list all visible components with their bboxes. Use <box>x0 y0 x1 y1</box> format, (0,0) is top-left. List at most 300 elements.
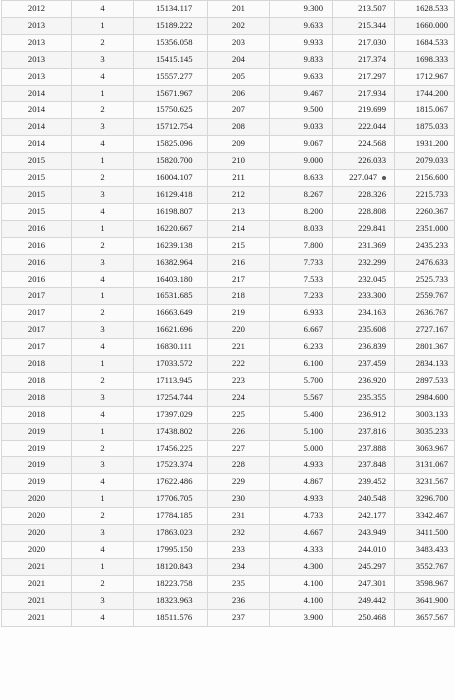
value-cell <box>134 17 208 34</box>
period-cell <box>208 170 270 187</box>
cell-text: 18223.758 <box>156 577 193 588</box>
value-cell <box>134 288 208 305</box>
value-cell <box>134 609 208 626</box>
period-cell <box>208 220 270 237</box>
year-cell <box>2 592 72 609</box>
cell-text: 4 <box>100 138 105 149</box>
cell-text: 18323.963 <box>156 594 193 605</box>
cell-text: 16198.807 <box>156 205 193 216</box>
cell-text: 2 <box>100 510 105 521</box>
amount-cell <box>395 305 455 322</box>
cell-text: 2834.133 <box>415 358 448 369</box>
cell-text: 7.800 <box>303 239 323 250</box>
index-cell <box>333 322 395 339</box>
rate-cell <box>270 220 333 237</box>
year-cell <box>2 102 72 119</box>
value-cell <box>134 203 208 220</box>
index-cell <box>333 68 395 85</box>
cell-text: 1744.200 <box>415 87 448 98</box>
cell-text: 222 <box>232 358 245 369</box>
year-cell <box>2 119 72 136</box>
cell-text: 4.333 <box>303 544 323 554</box>
cell-text: 234.163 <box>358 307 386 318</box>
cell-text: 229 <box>232 476 245 487</box>
amount-cell <box>395 153 455 170</box>
amount-cell <box>395 339 455 356</box>
index-cell <box>333 51 395 68</box>
table-row <box>2 288 455 305</box>
cell-text: 244.010 <box>358 544 386 554</box>
index-cell <box>333 525 395 542</box>
cell-text: 2017 <box>27 290 46 301</box>
table-row <box>2 339 455 356</box>
period-cell <box>208 17 270 34</box>
value-cell <box>134 491 208 508</box>
year-cell <box>2 68 72 85</box>
quarter-cell <box>72 1 134 18</box>
cell-text: 2018 <box>27 358 46 369</box>
cell-text: 9.633 <box>303 19 323 30</box>
amount-cell <box>395 457 455 474</box>
cell-text: 3231.567 <box>415 476 448 487</box>
table-row <box>2 575 455 592</box>
cell-text: 15415.145 <box>156 53 193 64</box>
cell-text: 3552.767 <box>415 560 448 571</box>
cell-text: 229.841 <box>358 222 386 233</box>
quarter-cell <box>72 305 134 322</box>
cell-text: 9.633 <box>303 70 323 81</box>
year-cell <box>2 288 72 305</box>
index-cell <box>333 17 395 34</box>
cell-text: 215 <box>232 239 245 250</box>
cell-text: 249.442 <box>358 594 386 605</box>
rate-cell <box>270 372 333 389</box>
period-cell <box>208 203 270 220</box>
cell-text: 3411.500 <box>416 527 448 538</box>
period-cell <box>208 457 270 474</box>
table-row <box>2 440 455 457</box>
amount-cell <box>395 1 455 18</box>
value-cell <box>134 525 208 542</box>
table-row <box>2 17 455 34</box>
index-cell <box>333 153 395 170</box>
cell-text: 2019 <box>27 425 46 436</box>
cell-text: 205 <box>232 70 245 81</box>
amount-cell <box>395 525 455 542</box>
cell-text: 9.067 <box>303 138 323 149</box>
cell-text: 4 <box>100 205 105 216</box>
value-cell <box>134 119 208 136</box>
table-row <box>2 609 455 626</box>
cell-text: 16531.685 <box>156 290 193 301</box>
rate-cell <box>270 423 333 440</box>
amount-cell <box>395 372 455 389</box>
rate-cell <box>270 136 333 153</box>
cell-text: 243.949 <box>358 527 386 538</box>
cell-text: 2016 <box>27 222 46 233</box>
cell-text: 1 <box>100 19 105 30</box>
table-row <box>2 474 455 491</box>
period-cell <box>208 508 270 525</box>
cell-text: 2012 <box>27 3 46 13</box>
value-cell <box>134 85 208 102</box>
cell-text: 8.633 <box>303 172 323 183</box>
value-cell <box>134 322 208 339</box>
cell-text: 9.833 <box>303 53 323 64</box>
table-row <box>2 220 455 237</box>
table-row <box>2 237 455 254</box>
cell-text: 2019 <box>27 476 46 487</box>
cell-text: 231.369 <box>358 239 386 250</box>
cell-text: 2015 <box>27 172 46 183</box>
rate-cell <box>270 474 333 491</box>
cell-text: 230 <box>232 493 245 504</box>
period-cell <box>208 609 270 626</box>
period-cell <box>208 423 270 440</box>
period-cell <box>208 68 270 85</box>
cell-text: 239.452 <box>358 476 386 487</box>
cell-text: 4.100 <box>303 594 323 605</box>
cell-text: 245.297 <box>358 560 386 571</box>
rate-cell <box>270 237 333 254</box>
amount-cell <box>395 322 455 339</box>
cell-text: 1 <box>100 493 105 504</box>
cell-text: 16382.964 <box>156 256 193 267</box>
rate-cell <box>270 51 333 68</box>
cell-text: 1875.033 <box>415 121 448 132</box>
cell-text: 2 <box>100 36 105 47</box>
cell-text: 237.816 <box>358 425 386 436</box>
cell-text: 2019 <box>27 442 46 453</box>
period-cell <box>208 322 270 339</box>
cell-text: 2021 <box>27 560 46 571</box>
cell-text: 5.400 <box>303 408 323 419</box>
period-cell <box>208 491 270 508</box>
cell-text: 16239.138 <box>156 239 193 250</box>
quarter-cell <box>72 525 134 542</box>
period-cell <box>208 186 270 203</box>
quarter-cell <box>72 389 134 406</box>
cell-text: 1628.533 <box>415 3 448 13</box>
period-cell <box>208 119 270 136</box>
quarter-cell <box>72 68 134 85</box>
table-row <box>2 254 455 271</box>
amount-cell <box>395 85 455 102</box>
index-cell <box>333 406 395 423</box>
value-cell <box>134 592 208 609</box>
year-cell <box>2 153 72 170</box>
quarter-cell <box>72 34 134 51</box>
amount-cell <box>395 51 455 68</box>
quarter-cell <box>72 186 134 203</box>
cell-text: 3 <box>100 527 105 538</box>
year-cell <box>2 609 72 626</box>
year-cell <box>2 558 72 575</box>
cell-text: 2 <box>100 104 105 115</box>
period-cell <box>208 288 270 305</box>
cell-text: 2014 <box>27 87 46 98</box>
cell-text: 3483.433 <box>415 544 448 554</box>
period-cell <box>208 525 270 542</box>
cell-text: 17397.029 <box>156 408 193 419</box>
table-row <box>2 542 455 559</box>
cell-text: 2013 <box>27 36 46 47</box>
data-table <box>1 0 455 627</box>
cell-text: 2 <box>100 239 105 250</box>
table-row <box>2 508 455 525</box>
period-cell <box>208 474 270 491</box>
rate-cell <box>270 85 333 102</box>
rate-cell <box>270 271 333 288</box>
cell-text: 17113.945 <box>156 374 193 385</box>
index-cell <box>333 491 395 508</box>
amount-cell <box>395 119 455 136</box>
year-cell <box>2 339 72 356</box>
value-cell <box>134 220 208 237</box>
cell-text: 224.568 <box>358 138 386 149</box>
table-row <box>2 271 455 288</box>
cell-text: 4 <box>100 611 105 622</box>
table-row <box>2 423 455 440</box>
cell-text: 226.033 <box>358 155 386 166</box>
cell-text: 228.326 <box>358 188 386 199</box>
cell-text: 225 <box>232 408 245 419</box>
period-cell <box>208 440 270 457</box>
amount-cell <box>395 474 455 491</box>
rate-cell <box>270 457 333 474</box>
amount-cell <box>395 288 455 305</box>
year-cell <box>2 34 72 51</box>
cell-text: 2020 <box>27 510 46 521</box>
cell-text: 232 <box>232 527 245 538</box>
index-cell <box>333 102 395 119</box>
value-cell <box>134 372 208 389</box>
table-row <box>2 457 455 474</box>
cell-text: 2801.367 <box>415 341 448 352</box>
quarter-cell <box>72 51 134 68</box>
period-cell <box>208 1 270 18</box>
cell-text: 217.030 <box>358 36 386 47</box>
cell-text: 221 <box>232 341 245 352</box>
cell-text: 2016 <box>27 273 46 284</box>
amount-cell <box>395 186 455 203</box>
quarter-cell <box>72 254 134 271</box>
cell-text: 231 <box>232 510 245 521</box>
quarter-cell <box>72 457 134 474</box>
table-row <box>2 1 455 18</box>
table-row <box>2 305 455 322</box>
rate-cell <box>270 1 333 18</box>
amount-cell <box>395 203 455 220</box>
table-row <box>2 406 455 423</box>
cell-text: 226 <box>232 425 245 436</box>
table-row <box>2 68 455 85</box>
cell-text: 3 <box>100 256 105 267</box>
value-cell <box>134 186 208 203</box>
index-cell <box>333 136 395 153</box>
cell-text: 1931.200 <box>415 138 448 149</box>
rate-cell <box>270 102 333 119</box>
cell-text: 2021 <box>27 611 46 622</box>
rate-cell <box>270 170 333 187</box>
cell-text: 237 <box>232 611 245 622</box>
year-cell <box>2 356 72 373</box>
year-cell <box>2 389 72 406</box>
cell-text: 2156.600 <box>415 172 448 183</box>
cell-text: 4 <box>100 3 105 13</box>
cell-text: 8.033 <box>303 222 323 233</box>
rate-cell <box>270 305 333 322</box>
rate-cell <box>270 542 333 559</box>
cell-text: 4.100 <box>303 577 323 588</box>
cell-text: 7.733 <box>303 256 323 267</box>
year-cell <box>2 322 72 339</box>
rate-cell <box>270 356 333 373</box>
cell-text: 2020 <box>27 527 46 538</box>
index-cell <box>333 423 395 440</box>
cell-text: 3 <box>100 324 105 335</box>
rate-cell <box>270 68 333 85</box>
amount-cell <box>395 170 455 187</box>
value-cell <box>134 237 208 254</box>
cell-text: 233.300 <box>358 290 386 301</box>
value-cell <box>134 34 208 51</box>
cell-text: 250.468 <box>358 611 386 622</box>
cell-text: 4 <box>100 408 105 419</box>
table-row <box>2 389 455 406</box>
cell-text: 7.533 <box>303 273 323 284</box>
quarter-cell <box>72 356 134 373</box>
cell-text: 2015 <box>27 155 46 166</box>
cell-text: 3 <box>100 53 105 64</box>
cell-text: 237.848 <box>358 459 386 470</box>
index-cell <box>333 508 395 525</box>
value-cell <box>134 508 208 525</box>
cell-text: 2013 <box>27 70 46 81</box>
period-cell <box>208 592 270 609</box>
value-cell <box>134 339 208 356</box>
index-cell <box>333 186 395 203</box>
cell-text: 18120.843 <box>156 560 193 571</box>
cell-text: 17523.374 <box>156 459 193 470</box>
cell-text: 219.699 <box>358 104 386 115</box>
period-cell <box>208 85 270 102</box>
cell-text: 3 <box>100 594 105 605</box>
value-cell <box>134 440 208 457</box>
value-cell <box>134 474 208 491</box>
cell-text: 2435.233 <box>415 239 448 250</box>
cell-text: 2015 <box>27 188 46 199</box>
table-row <box>2 186 455 203</box>
value-cell <box>134 271 208 288</box>
cell-text: 223 <box>232 374 245 385</box>
period-cell <box>208 136 270 153</box>
quarter-cell <box>72 491 134 508</box>
cell-text: 7.233 <box>303 290 323 301</box>
cell-text: 4.867 <box>303 476 323 487</box>
cell-text: 3 <box>100 188 105 199</box>
cell-text: 237.888 <box>358 442 386 453</box>
cell-text: 1 <box>100 358 105 369</box>
cell-text: 208 <box>232 121 245 132</box>
year-cell <box>2 85 72 102</box>
value-cell <box>134 136 208 153</box>
cell-text: 17706.705 <box>156 493 193 504</box>
cell-text: 3 <box>100 459 105 470</box>
index-cell <box>333 389 395 406</box>
cell-text: 235 <box>232 577 245 588</box>
value-cell <box>134 170 208 187</box>
amount-cell <box>395 220 455 237</box>
period-cell <box>208 34 270 51</box>
year-cell <box>2 440 72 457</box>
cell-text: 18511.576 <box>156 611 193 622</box>
quarter-cell <box>72 170 134 187</box>
rate-cell <box>270 254 333 271</box>
table-row <box>2 558 455 575</box>
cell-text: 3131.067 <box>415 459 448 470</box>
cell-text: 234 <box>232 560 245 571</box>
index-cell <box>333 339 395 356</box>
quarter-cell <box>72 372 134 389</box>
cell-text: 216 <box>232 256 245 267</box>
index-cell <box>333 575 395 592</box>
cell-text: 17622.486 <box>156 476 193 487</box>
cell-text: 6.933 <box>303 307 323 318</box>
period-cell <box>208 271 270 288</box>
index-cell <box>333 474 395 491</box>
amount-cell <box>395 440 455 457</box>
value-cell <box>134 153 208 170</box>
cell-text: 2984.600 <box>415 391 448 402</box>
index-cell <box>333 372 395 389</box>
cell-text: 235.355 <box>358 391 386 402</box>
amount-cell <box>395 609 455 626</box>
quarter-cell <box>72 136 134 153</box>
year-cell <box>2 170 72 187</box>
index-cell <box>333 254 395 271</box>
cell-text: 2260.367 <box>415 205 448 216</box>
cell-text: 209 <box>232 138 245 149</box>
cell-text: 2018 <box>27 374 46 385</box>
value-cell <box>134 457 208 474</box>
value-cell <box>134 102 208 119</box>
period-cell <box>208 254 270 271</box>
value-cell <box>134 406 208 423</box>
year-cell <box>2 220 72 237</box>
cell-text: 2727.167 <box>415 324 448 335</box>
table-row <box>2 203 455 220</box>
rate-cell <box>270 339 333 356</box>
cell-text: 17438.802 <box>156 425 193 436</box>
marker-dot-icon <box>382 176 386 180</box>
cell-text: 4 <box>100 70 105 81</box>
cell-text: 214 <box>232 222 245 233</box>
amount-cell <box>395 68 455 85</box>
cell-text: 228 <box>232 459 245 470</box>
quarter-cell <box>72 592 134 609</box>
cell-text: 1 <box>100 425 105 436</box>
table-row <box>2 170 455 187</box>
cell-text: 6.100 <box>303 358 323 369</box>
year-cell <box>2 525 72 542</box>
cell-text: 4.733 <box>303 510 323 521</box>
amount-cell <box>395 271 455 288</box>
cell-text: 17033.572 <box>156 358 193 369</box>
cell-text: 1698.333 <box>415 53 448 64</box>
cell-text: 2 <box>100 307 105 318</box>
value-cell <box>134 423 208 440</box>
